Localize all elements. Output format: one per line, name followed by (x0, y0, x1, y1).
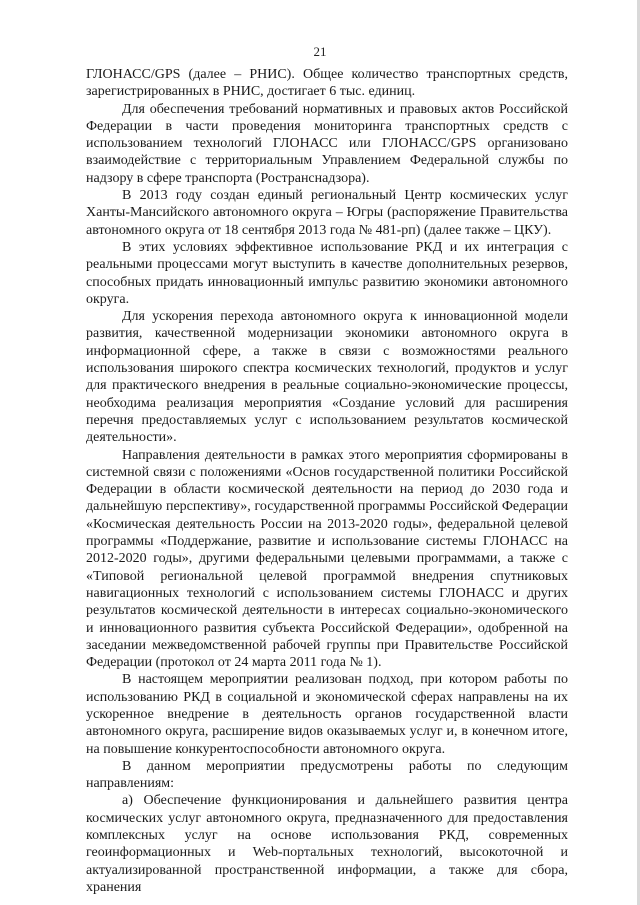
paragraph-work-areas: В данном мероприятии предусмотрены работы по следующим направлениям: (86, 758, 568, 792)
page-number: 21 (313, 44, 327, 59)
body-text (86, 66, 568, 896)
paragraph-rnis-continuation: ГЛОНАСС/GPS (далее – РНИС). Общее количество транспортных средств, зарегистрированных в РНИС, достигает 6 тыс. единиц. (86, 67, 568, 100)
paragraph-space-services-center: В 2013 году создан единый региональный Центр космических услуг Ханты-Мансийского автономного округа – Югры (распоряжение Правительства автономного округа от 18 сентября 2013 года № 481-рп) (далее также – ЦКУ). (86, 188, 568, 238)
paragraph-monitoring: Для обеспечения требований нормативных и правовых актов Российской Федерации в части проведения мониторинга транспортных средств с использованием технологий ГЛОНАСС или ГЛОНАСС/GPS организовано взаимодействие с территориальным Управлением Федеральной службы по надзору в сфере транспорта (Ространснадзора). (86, 101, 568, 186)
paragraph-activity-directions: Направления деятельности в рамках этого мероприятия сформированы в системной связи с положениями «Основ государственной политики Российской Федерации в области космической деятельности на период до 2030 года и дальнейшую перспективу», государственной программы Российской Федерации «Космическая деятельность России на 2013-2020 годы», федеральной целевой программы «Поддержание, развитие и использование системы ГЛОНАСС на 2012-2020 годы», другими федеральными целевыми программами, а также с «Типовой региональной целевой программой внедрения спутниковых навигационных технологий с использованием системы ГЛОНАСС и других результатов космической деятельности в интересах социально-экономического и инновационного развития субъекта Российской Федерации», одобренной на заседании межведомственной рабочей группы при Правительстве Российской Федерации (протокол от 24 марта 2011 года № 1). (86, 447, 568, 671)
paragraph-innovation-model: Для ускорения перехода автономного округа к инновационной модели развития, качественной модернизации экономики автономного округа в информационной сфере, а также в связи с возможностями реального использования широкого спектра космических технологий, продуктов и услуг для практического внедрения в реальные социально-экономические процессы, необходима реализация мероприятия «Создание условий для расширения перечня предоставляемых услуг с использованием результатов космической деятельности». (86, 309, 568, 446)
paragraph-approach: В настоящем мероприятии реализован подход, при котором работы по использованию РКД в социальной и экономической сферах направлены на их ускоренное внедрение в деятельность органов государственной власти автономного округа, расширение видов оказываемых услуг и, в конечном итоге, на повышение конкурентоспособности автономного округа. (86, 672, 568, 757)
paragraph-item-a: а) Обеспечение функционирования и дальнейшего развития центра космических услуг автономного округа, предназначенного для предоставления комплексных услуг на основе использования РКД, современных геоинформационных и Web-портальных технологий, высокоточной и актуализированной пространственной информации, а также для сбора, хранения (86, 793, 568, 895)
paragraph-rkd-integration: В этих условиях эффективное использование РКД и их интеграция с реальными процессами могут выступить в качестве дополнительных резервов, способных придать инновационный импульс развитию экономики автономного округа. (86, 239, 568, 307)
